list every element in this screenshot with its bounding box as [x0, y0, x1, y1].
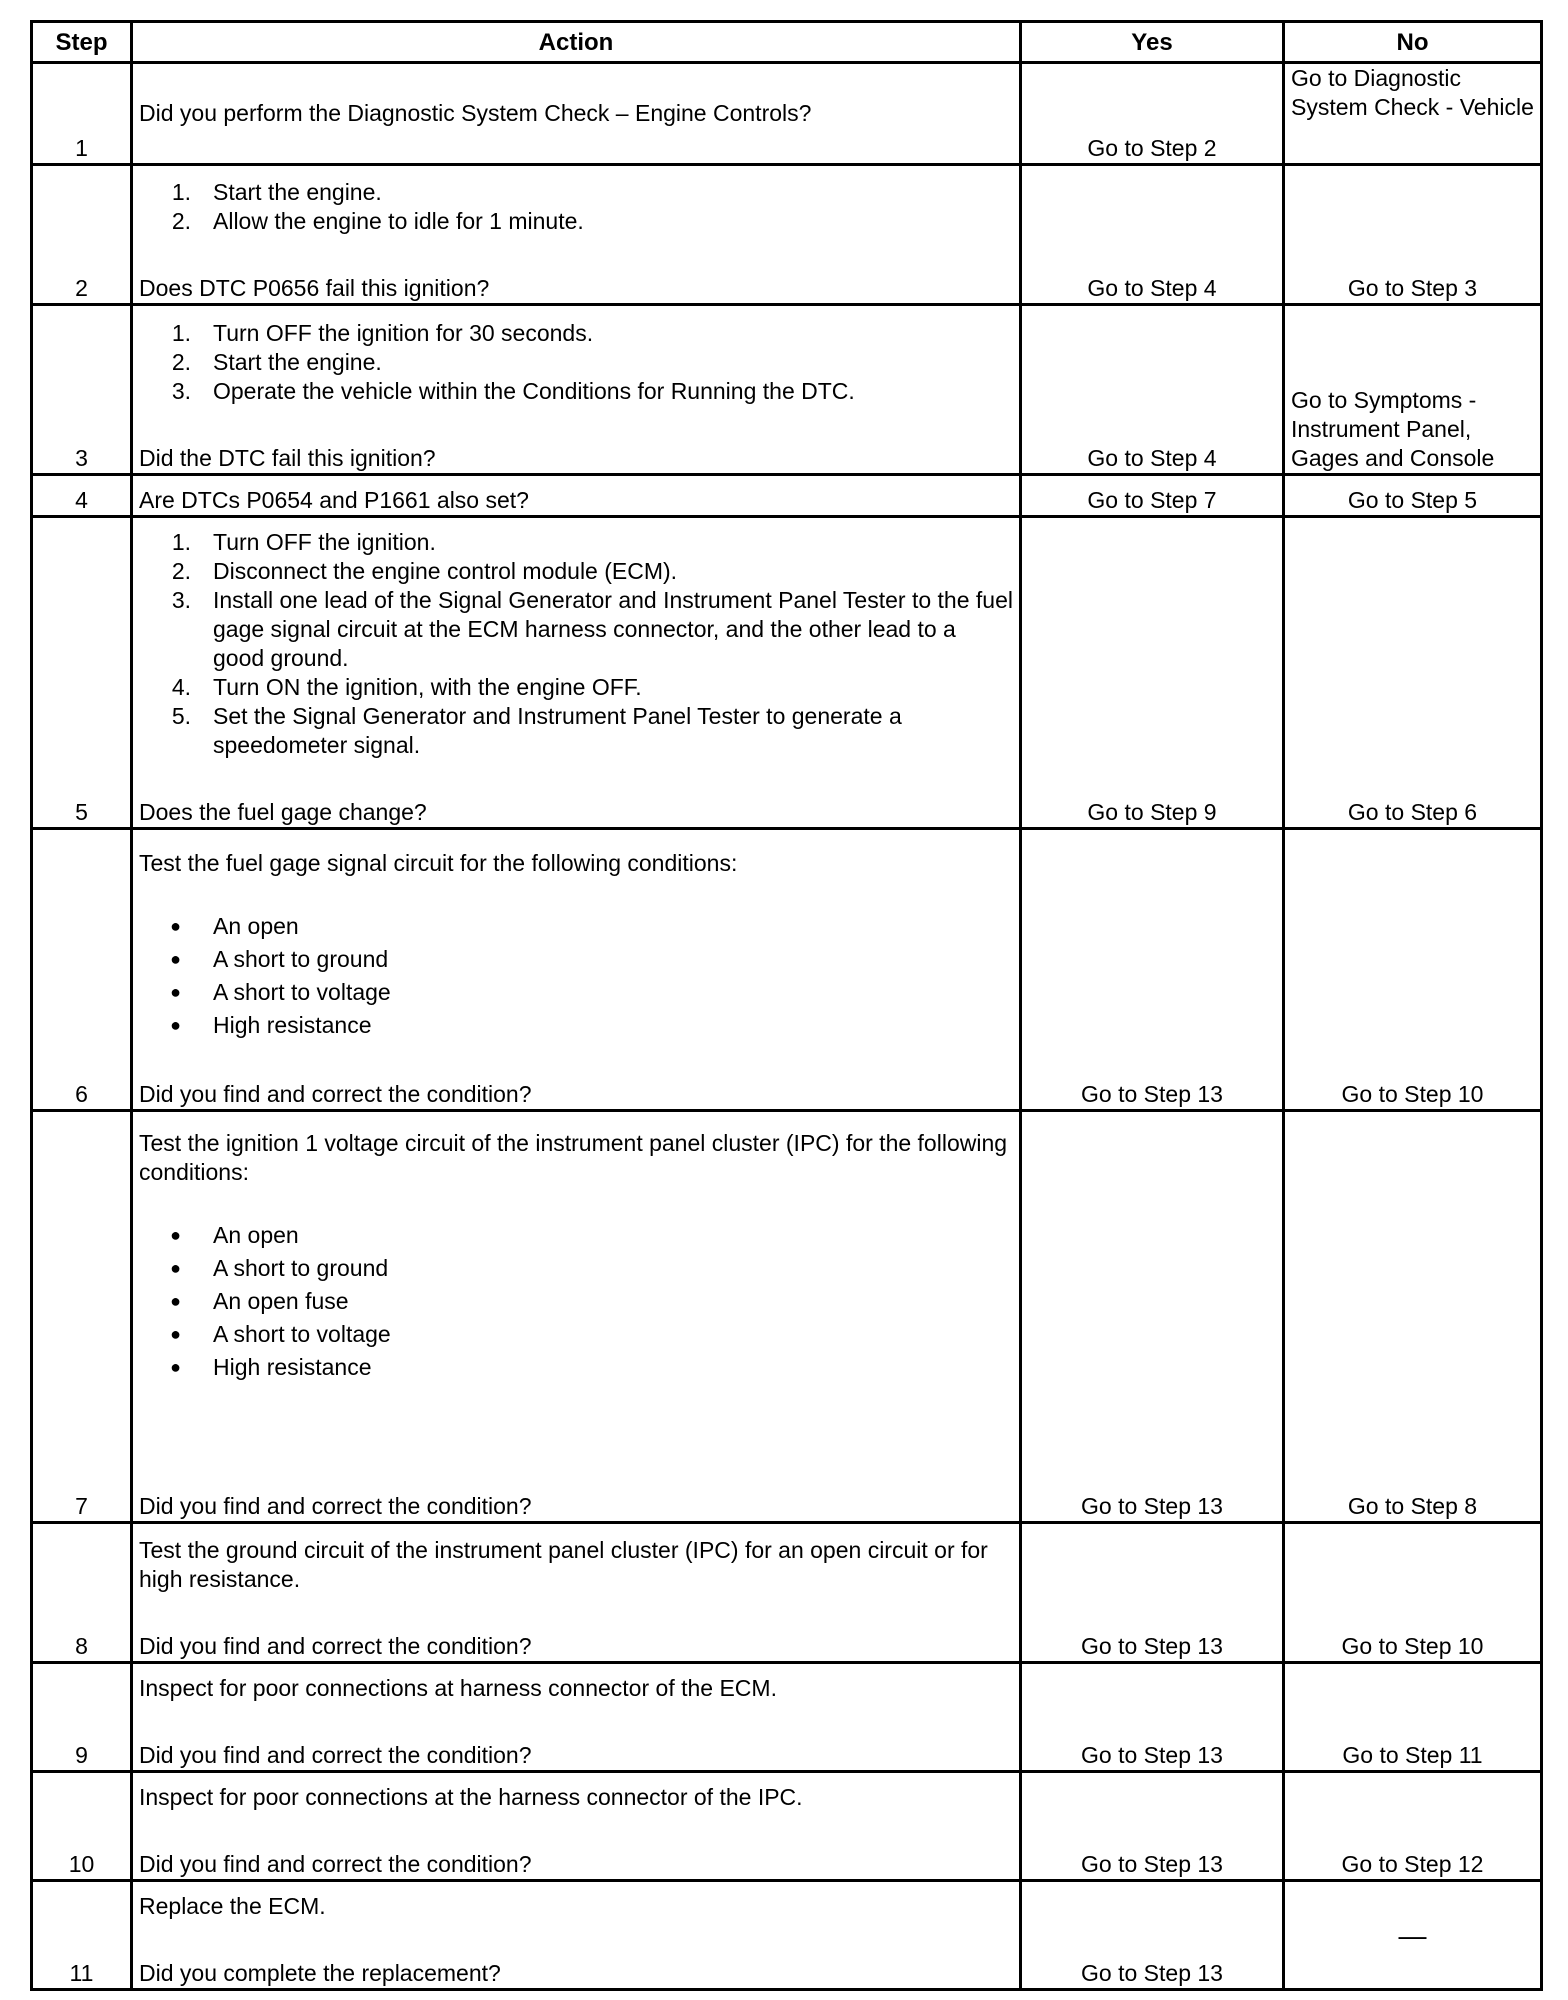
yes-link[interactable]: Go to Step 4 [1021, 165, 1284, 305]
list-item: 1. Start the engine. [171, 179, 382, 205]
list-item: 3. Install one lead of the Signal Generator and Instrument Panel Tester to the fuel gage signal circuit at the ECM harness connector, and the other lead to a good ground. [171, 587, 1013, 671]
table-row [32, 1523, 1542, 1663]
intro-text: Inspect for poor connections at harness connector of the ECM. [139, 1675, 777, 1701]
action-cell [132, 1663, 1021, 1772]
question-text: Did you find and correct the condition? [139, 1851, 532, 1877]
bullet-list [139, 910, 1013, 1042]
step-number: 7 [32, 1111, 132, 1523]
yes-link[interactable]: Go to Step 13 [1021, 1881, 1284, 1990]
table-row [32, 1772, 1542, 1881]
question-text: Did you perform the Diagnostic System Check – Engine Controls? [139, 100, 812, 126]
intro-text: Inspect for poor connections at the harness connector of the IPC. [139, 1784, 803, 1810]
no-link[interactable]: Go to Step 10 [1284, 1523, 1542, 1663]
yes-link[interactable]: Go to Step 13 [1021, 1772, 1284, 1881]
yes-link[interactable]: Go to Step 7 [1021, 475, 1284, 517]
header-step: Step [32, 22, 132, 63]
list-item: 3. Operate the vehicle within the Conditions for Running the DTC. [171, 378, 855, 404]
question-text: Did you find and correct the condition? [139, 1493, 532, 1519]
question-text: Did you find and correct the condition? [139, 1742, 532, 1768]
table-row [32, 829, 1542, 1111]
table-row [32, 1663, 1542, 1772]
intro-text: Test the ground circuit of the instrument panel cluster (IPC) for an open circuit or for high resistance. [139, 1537, 988, 1592]
header-no: No [1284, 22, 1542, 63]
step-number: 1 [32, 63, 132, 165]
table-row [32, 475, 1542, 517]
step-number: 9 [32, 1663, 132, 1772]
table-row [32, 63, 1542, 165]
table-row [32, 165, 1542, 305]
step-number: 5 [32, 517, 132, 829]
bullet-list [139, 1219, 1013, 1384]
no-link[interactable]: Go to Diagnostic System Check - Vehicle [1284, 63, 1542, 165]
numbered-list [139, 178, 1013, 236]
no-link[interactable]: Go to Symptoms - Instrument Panel, Gages and Console [1284, 305, 1542, 475]
step-number: 2 [32, 165, 132, 305]
action-cell [132, 1111, 1021, 1523]
list-item: 2. Start the engine. [171, 349, 382, 375]
table-row [32, 517, 1542, 829]
no-dash: — [1284, 1881, 1542, 1990]
numbered-list [139, 528, 1013, 760]
list-item: ● An open fuse [170, 1288, 349, 1314]
yes-link[interactable]: Go to Step 13 [1021, 829, 1284, 1111]
list-item: ● A short to ground [170, 946, 389, 972]
table-row [32, 1881, 1542, 1990]
header-action: Action [132, 22, 1021, 63]
question-text: Does DTC P0656 fail this ignition? [139, 275, 490, 301]
action-cell [132, 1881, 1021, 1990]
action-cell [132, 305, 1021, 475]
intro-text: Replace the ECM. [139, 1893, 326, 1919]
action-cell [132, 1772, 1021, 1881]
yes-link[interactable]: Go to Step 13 [1021, 1523, 1284, 1663]
list-item: ● An open [170, 1222, 299, 1248]
no-link[interactable]: Go to Step 3 [1284, 165, 1542, 305]
step-number: 4 [32, 475, 132, 517]
no-link[interactable]: Go to Step 10 [1284, 829, 1542, 1111]
table-row [32, 1111, 1542, 1523]
action-cell [132, 1523, 1021, 1663]
no-link[interactable]: Go to Step 5 [1284, 475, 1542, 517]
question-text: Did you complete the replacement? [139, 1960, 501, 1986]
list-item: 5. Set the Signal Generator and Instrument Panel Tester to generate a speedometer signal. [171, 703, 902, 758]
list-item: ● A short to voltage [170, 1321, 391, 1347]
list-item: ● High resistance [170, 1354, 372, 1380]
action-cell [132, 475, 1021, 517]
list-item: ● An open [170, 913, 299, 939]
action-cell [132, 829, 1021, 1111]
action-cell [132, 165, 1021, 305]
question-text: Are DTCs P0654 and P1661 also set? [139, 487, 529, 513]
list-item: 2. Allow the engine to idle for 1 minute. [171, 208, 584, 234]
yes-link[interactable]: Go to Step 4 [1021, 305, 1284, 475]
step-number: 6 [32, 829, 132, 1111]
list-item: 1. Turn OFF the ignition. [171, 529, 436, 555]
list-item: 1. Turn OFF the ignition for 30 seconds. [171, 320, 594, 346]
list-item: ● High resistance [170, 1012, 372, 1038]
list-item: ● A short to ground [170, 1255, 389, 1281]
question-text: Does the fuel gage change? [139, 799, 427, 825]
yes-link[interactable]: Go to Step 9 [1021, 517, 1284, 829]
list-item: 4. Turn ON the ignition, with the engine OFF. [171, 674, 642, 700]
yes-link[interactable]: Go to Step 2 [1021, 63, 1284, 165]
yes-link[interactable]: Go to Step 13 [1021, 1111, 1284, 1523]
header-yes: Yes [1021, 22, 1284, 63]
yes-link[interactable]: Go to Step 13 [1021, 1663, 1284, 1772]
header-row [32, 22, 1542, 63]
step-number: 8 [32, 1523, 132, 1663]
question-text: Did you find and correct the condition? [139, 1081, 532, 1107]
no-link[interactable]: Go to Step 6 [1284, 517, 1542, 829]
no-link[interactable]: Go to Step 8 [1284, 1111, 1542, 1523]
question-text: Did you find and correct the condition? [139, 1633, 532, 1659]
intro-text: Test the fuel gage signal circuit for the following conditions: [139, 850, 738, 876]
action-cell [132, 517, 1021, 829]
list-item: 2. Disconnect the engine control module (ECM). [171, 558, 678, 584]
diagnostic-table [30, 20, 1543, 1991]
intro-text: Test the ignition 1 voltage circuit of the instrument panel cluster (IPC) for the following conditions: [139, 1130, 1008, 1185]
no-link[interactable]: Go to Step 11 [1284, 1663, 1542, 1772]
step-number: 11 [32, 1881, 132, 1990]
numbered-list [139, 319, 1013, 406]
no-link[interactable]: Go to Step 12 [1284, 1772, 1542, 1881]
step-number: 3 [32, 305, 132, 475]
table-row [32, 305, 1542, 475]
step-number: 10 [32, 1772, 132, 1881]
question-text: Did the DTC fail this ignition? [139, 445, 436, 471]
action-cell [132, 63, 1021, 165]
list-item: ● A short to voltage [170, 979, 391, 1005]
